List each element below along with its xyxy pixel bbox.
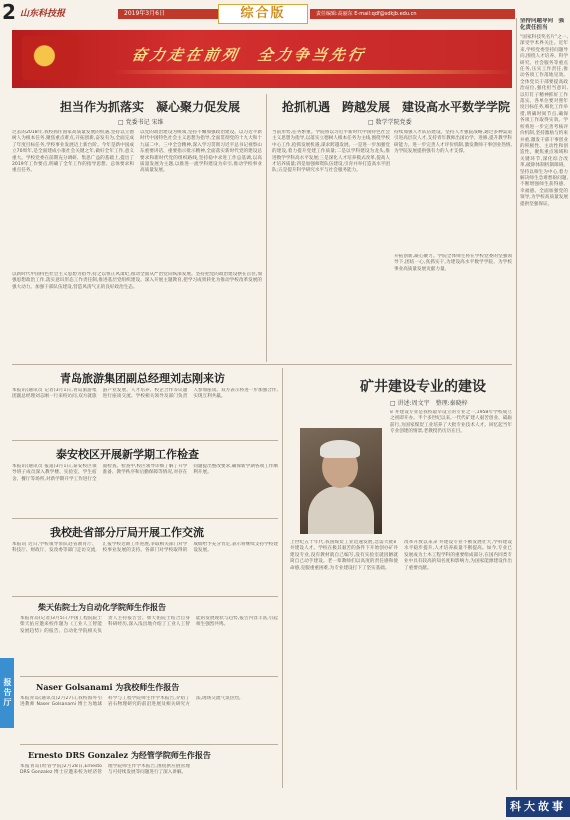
column-divider bbox=[516, 18, 517, 790]
masthead: 山东科技报 bbox=[20, 9, 66, 19]
feature-text: 矿井建设专业是我校最早设立的专业之一,1958年学校成立之初即开办。半个多世纪以来,一代代矿建人艰苦创业、砥砺前行,为国家煤炭工业培养了大批专业技术人才。回忆起当年专业创建的情景,老教授仍历历在目。 bbox=[390, 410, 512, 435]
sidebar-text: “国家科技奖名片”之一,深受学术界关注。近年来,学校党委坚持问题导向,围绕人才培养、科学研究、社会服务等重点任务,压实工作责任,推动各项工作落地见效。全体党员干部要提高政治站位,强化担当意识,以钉钉子精神抓好工作落实。各单位要对照年度目标任务,细化工作举措,明确时间节点,确保各项工作取得实效。学校将进一步完善考核评价机制,坚持激励与约束并重,激发干部干事创业的积极性、主动性和创造性。聚焦重点领域和关键环节,深化综合改革,破除体制机制障碍。坚持以师生为中心,着力解决师生急难愁盼问题,不断增强师生获得感、幸福感。全面加强党的领导,为学校高质量发展提供坚强保证。 bbox=[520, 35, 568, 207]
section-title: 综合版 bbox=[218, 4, 308, 24]
news-title: 泰安校区开展新学期工作检查 bbox=[56, 448, 199, 461]
news-title: 青岛旅游集团副总经理刘志刚来访 bbox=[60, 372, 225, 385]
portrait-body bbox=[308, 486, 374, 534]
column-divider bbox=[266, 94, 267, 362]
report-text: 本报青岛(记者)3月5日,中国工程院院士柴天佑应邀来校作题为《工业人工智能发展趋势》的报告。自动化学院相关负责人主持报告会。柴天佑院士结合自身科研经历,深入浅出地介绍了工业人工智能的发展现状与趋势,报告内容丰富,引起师生强烈共鸣。 bbox=[20, 616, 278, 634]
article-text: 开拓创新,凝心聚力。学院全体师生将在学校党委的坚强领导下,团结一心,真抓实干,为建设高水平数学学院、为学校事业高质量发展贡献力量。 bbox=[394, 254, 512, 272]
article-byline: □ 党委书记 宋维 bbox=[118, 119, 164, 126]
page-header bbox=[0, 0, 570, 26]
section-divider bbox=[12, 440, 278, 441]
report-text: 本报青岛(经管学院)2月28日,Ernesto DRS Gonzalez 博士应邀来校为经济管理学院师生作学术报告,围绕供应链管理与可持续发展等问题进行了深入讲解。 bbox=[20, 764, 190, 776]
section-divider bbox=[20, 744, 278, 745]
article-text: 以新时代中国特色社会主义思想为指导,持之以恒正风肃纪,推动全面从严治党向纵深发展。坚持把党的政治建设摆在首位,加强思想政治工作,落实意识形态工作责任制,推进基层党组织建设。深入开展主题教育,把学习成果转化为推动学校改革发展的强大动力。加强干部队伍建设,营造风清气正的良好政治生态。 bbox=[12, 272, 262, 290]
news-title: 我校赴省部分厅局开展工作交流 bbox=[50, 526, 204, 539]
banner-ornament bbox=[112, 70, 512, 74]
report-section-label: 报告厅 bbox=[0, 658, 14, 728]
feature-title: 矿井建设专业的建设 bbox=[360, 379, 486, 395]
article-title: 担当作为抓落实 凝心聚力促发展 bbox=[60, 100, 241, 114]
news-text: 本报讯 近日,学校领导带队赴省教育厅、科技厅、财政厅、发改委等部门走访交流,汇报学校近期工作进展,争取相关部门对学校事业发展的支持。各部门对学校取得的成绩给予充分肯定,表示将继续支持学校建设发展。 bbox=[12, 542, 278, 554]
section-divider bbox=[12, 596, 278, 597]
news-text: 本报讯(通讯员 报道)3月1日,泰安校区领导班子成员深入教学楼、实验室、学生宿舍、餐厅等场所,对新学期开学工作进行全面检查。检查中,校区领导详细了解了开学准备、教学秩序和后勤保障等情况,对存在问题提出整改要求,确保新学期各项工作顺利开展。 bbox=[12, 464, 278, 482]
banner bbox=[12, 30, 512, 88]
article-text: 持续加强人才队伍建设。坚持人才强院战略,通过多种渠道引进高层次人才,支持青年教师出国访学、进修,提升教学科研能力。进一步完善人才评价机制,激发教师干事创业热情,为学院发展提供强有力的人才支撑。 bbox=[394, 130, 512, 155]
sidebar-column bbox=[520, 18, 568, 788]
feature-text: 改革开放以来,矿井建设专业不断发展壮大,学科建设水平稳步提升,人才培养质量不断提高。如今,专业已发展成为土木工程学科的重要组成部分,在国内同类专业中具有较高的知名度和影响力,为国家能源建设作出了重要贡献。 bbox=[404, 540, 512, 571]
feature-text: 上世纪五十年代,我国煤炭工业迅速发展,急需大批矿井建设人才。学校在极其艰苦的条件下开始创办矿井建设专业,没有教材就自己编写,没有实验室就因陋就简自己动手建设。老一辈教师们以高度的责任感和使命感,克服重重困难,为专业建设打下了坚实基础。 bbox=[290, 540, 398, 571]
article-title: 抢抓机遇 跨越发展 建设高水平数学学院 bbox=[282, 100, 511, 114]
portrait-hair bbox=[320, 440, 360, 458]
column-divider bbox=[282, 368, 283, 788]
page-number: 2 bbox=[2, 0, 16, 24]
report-title: Naser Golsanami 为我校师生作报告 bbox=[36, 682, 180, 692]
section-divider bbox=[20, 676, 278, 677]
sidebar-title: 坚持问题导向 强化责任担当 bbox=[520, 18, 565, 31]
section-divider bbox=[12, 364, 512, 365]
column-tag: 科大故事 bbox=[506, 797, 570, 817]
report-text: 本报青岛(通讯员)2月27日,我校海外引进教师 Naser Golsanami 博士为地球科学与工程学院师生作学术报告,介绍了岩石物理研究的前沿进展及相关研究方法,现场交流气氛热烈。 bbox=[20, 696, 244, 708]
article-text: 当前形势,任务繁重。学院将以习近平新时代中国特色社会主义思想为指导,以落实立德树人根本任务为主线,围绕学校中心工作,抢抓发展机遇,谋求跨越发展。一是进一步加强党的建设,着力提升党建工作质量;二是以学科建设为龙头,推进数学学科高水平发展;三是深化人才培养模式改革,提高人才培养质量;四是加强师资队伍建设,引育并举打造高水平团队;五是提升科学研究水平与社会服务能力。 bbox=[272, 130, 390, 174]
portrait-photo bbox=[300, 428, 382, 534]
party-emblem-icon bbox=[22, 36, 78, 80]
banner-slogan: 奋力走在前列 全力争当先行 bbox=[130, 46, 368, 64]
report-title: Ernesto DRS Gonzalez 为经管学院师生作报告 bbox=[28, 750, 211, 760]
article-text: 过去的2018年,我校抓住国家高质量发展的机遇,坚持以立德树人为根本任务,聚焦重点难点,开拓创新,奋发有为,全面完成了年度目标任务,学校事业发展迈上新台阶。今年是新中国成立70周年,是全面建成小康社会关键之年,做好全年工作,意义重大。学校党委在前期充分调研、集思广益的基础上,提出了2019年工作要点,明确了全年工作的指导思想、总体要求和重点任务。 bbox=[12, 130, 134, 174]
issue-date: 2019年3月6日 bbox=[118, 9, 238, 19]
news-text: 本报讯(通讯员 记者)3月1日,青岛旅游集团副总经理刘志刚一行来校访问,双方就旅游产业发展、人才培养、校企合作等议题进行座谈交流。学校相关领导及部门负责人参加座谈。双方表示将进一步加强合作,实现互利共赢。 bbox=[12, 388, 278, 400]
article-byline: □ 数学学院党委 bbox=[368, 119, 412, 126]
report-title: 柴天佑院士为自动化学院师生作报告 bbox=[38, 602, 166, 612]
section-divider bbox=[12, 518, 278, 519]
editor-info: 责任编辑:高丽东 E-mail:qdf@sdkjb.edu.cn bbox=[310, 9, 515, 19]
article-text: 以党的政治建设为统领,坚持不懈加强政治建设。以习近平新时代中国特色社会主义思想为指导,全面贯彻党的十九大和十九届二中、三中全会精神,深入学习贯彻习近平总书记视察山东重要讲话、重要指示批示精神,全面落实新时代党的建设总要求和新时代党的组织路线,坚持稳中求进工作总基调,以高质量发展为主题,以推进一流学科建设为牵引,推动学校事业高质量发展。 bbox=[140, 130, 262, 174]
feature-byline: □ 讲述:周文宇 整理:秦晓梓 bbox=[390, 400, 468, 407]
